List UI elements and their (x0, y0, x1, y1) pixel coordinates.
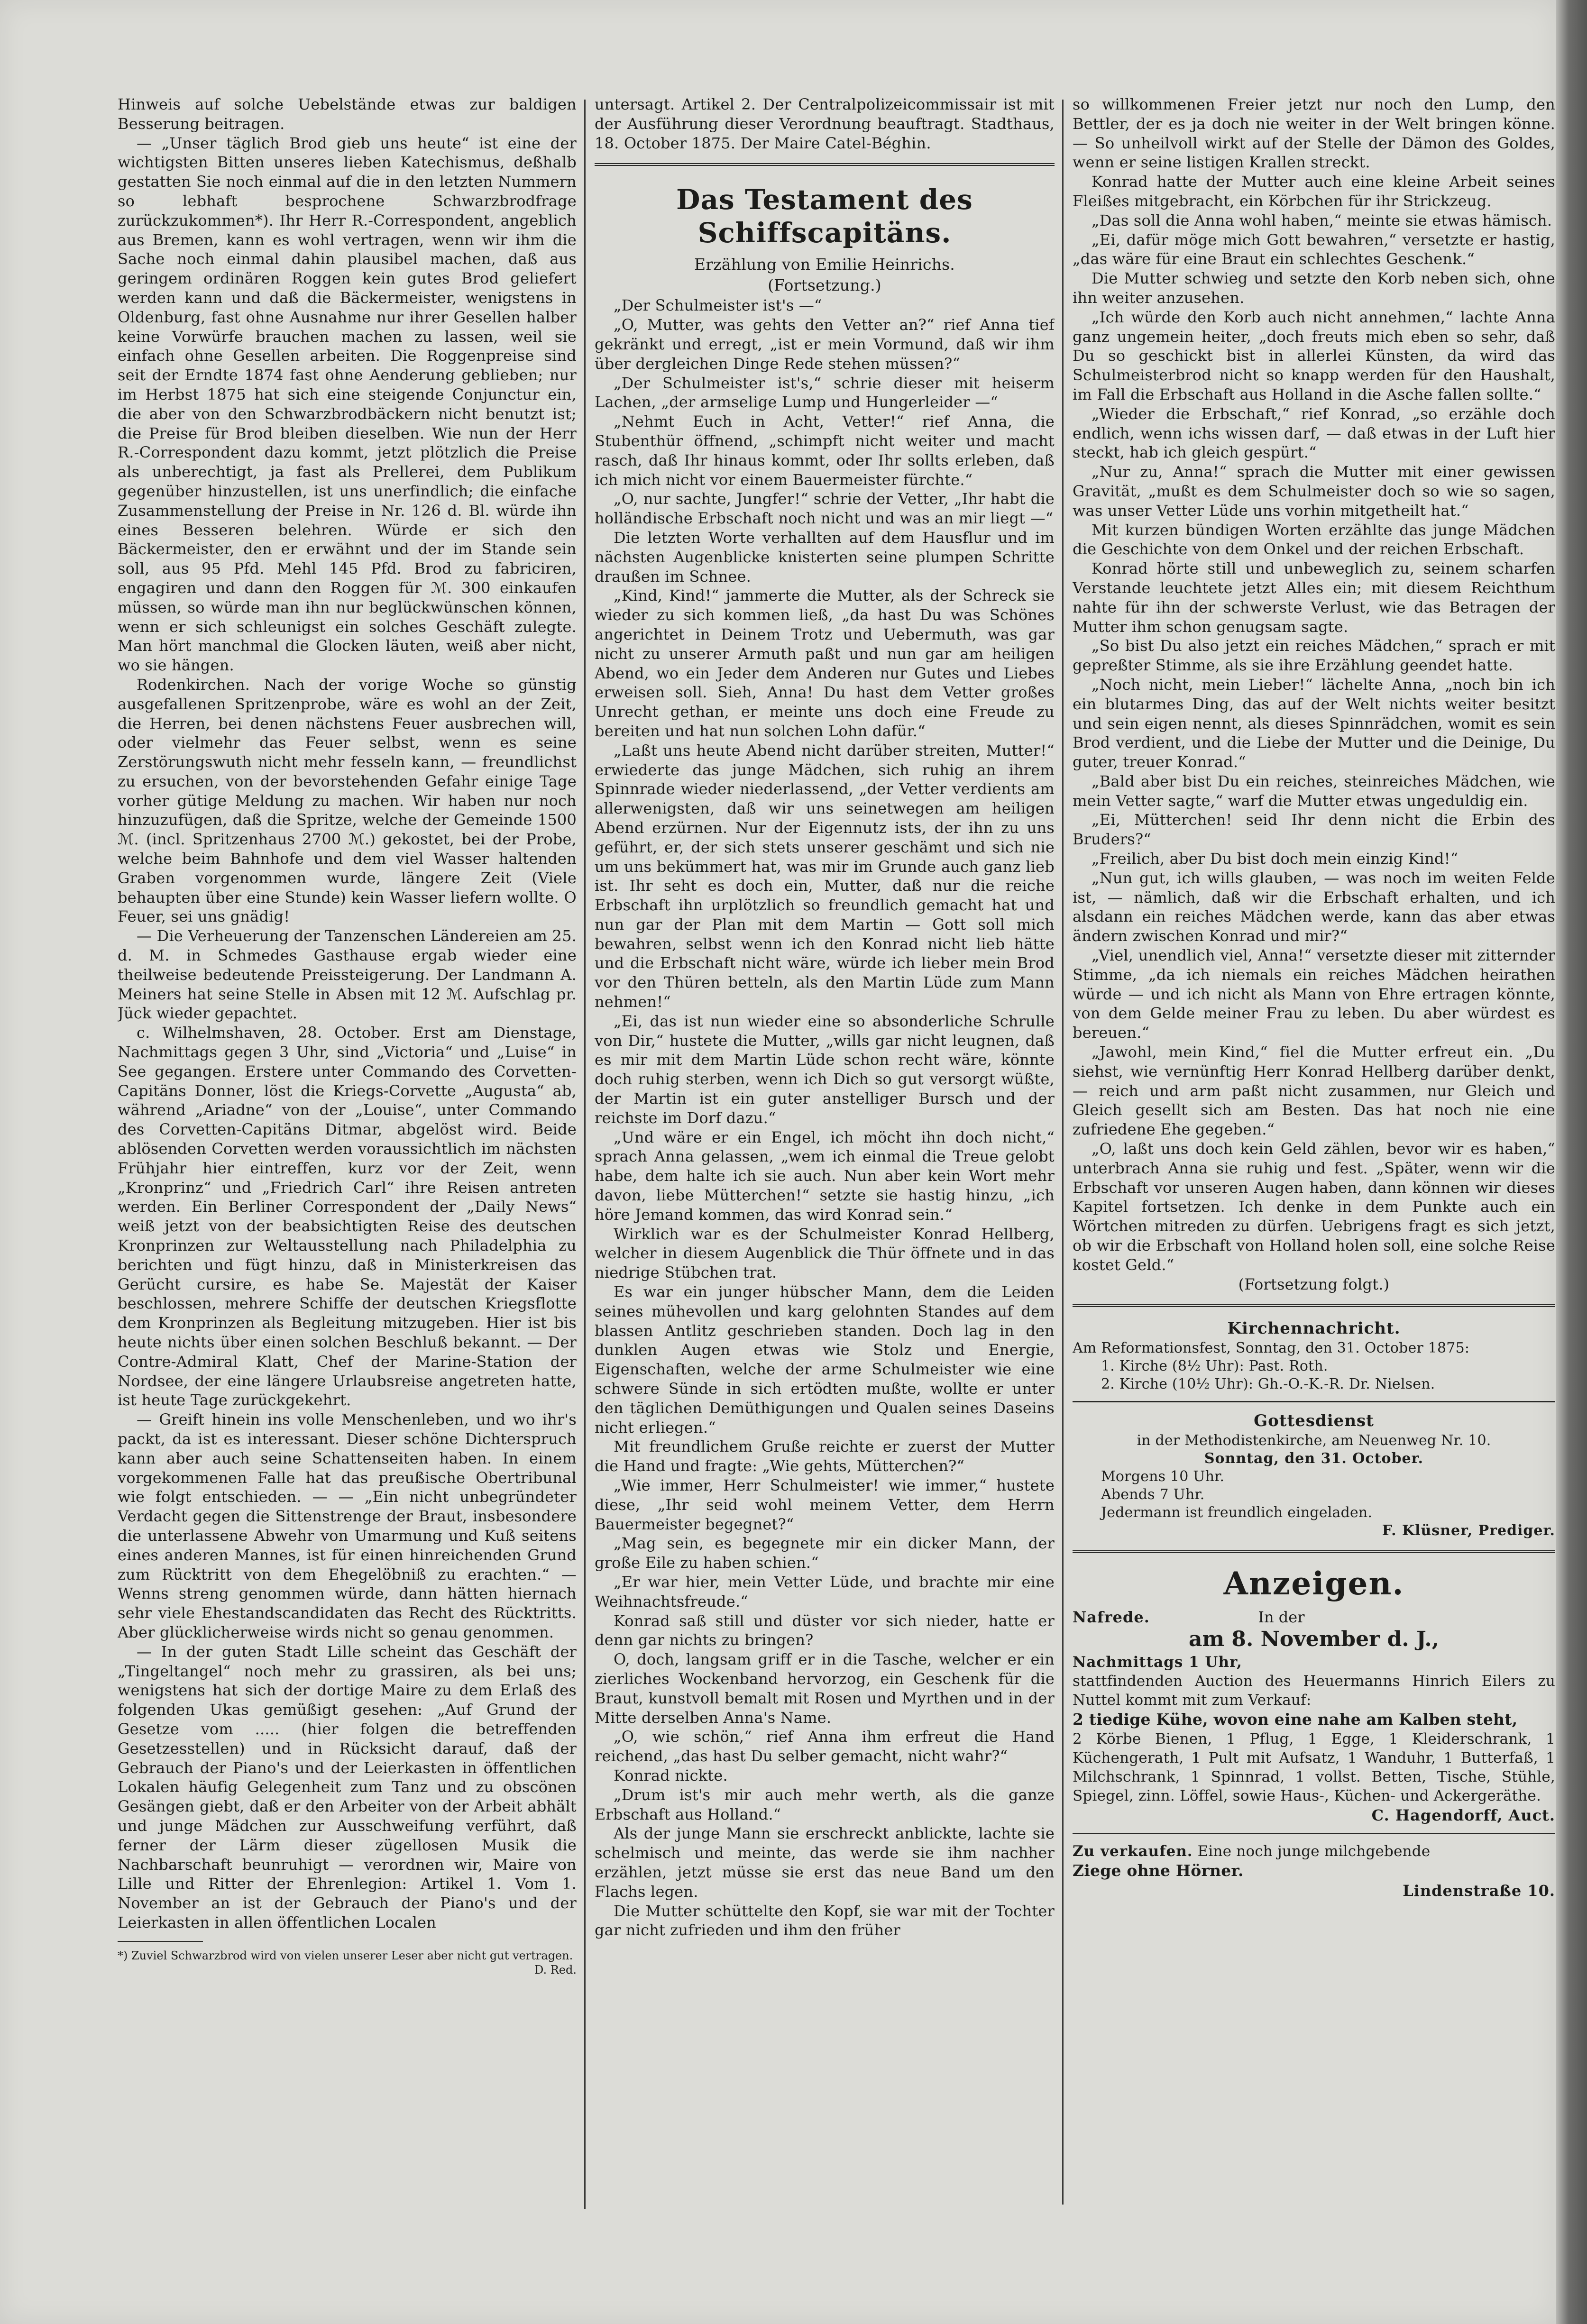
column-divider (584, 100, 586, 2209)
story-paragraph: „Mag sein, es begegnete mir ein dicker Mann, der große Eile zu haben schien.“ (595, 1534, 1055, 1572)
story-paragraph: so willkommenen Freier jetzt nur noch den Lump, den Bettler, der es ja doch nie weiter in der Welt bringen könne. — So unheilvoll wirkt auf der Stelle der Dämon des Goldes, wenn er seine listigen Krallen streckt. (1073, 95, 1555, 172)
sale-head: Zu verkaufen. (1073, 1843, 1193, 1860)
story-paragraph: Konrad nickte. (614, 1766, 728, 1784)
section-rule (1073, 1304, 1555, 1307)
ordinance-end: untersagt. Artikel 2. Der Centralpolizeicommissair ist mit der Ausführung dieser Verordnung beauftragt. Stadthaus, 18. October 1875. Der Maire Catel-Béghin. (595, 95, 1055, 152)
service-notice (1073, 1410, 1555, 1540)
sale-text: Eine noch junge milchgebende (1197, 1843, 1431, 1860)
sale-line (1073, 1842, 1555, 1861)
story-paragraph: O, doch, langsam griff er in die Tasche, welcher er ein zierliches Wockenband hervorzog, ein Geschenk für die Braut, kunstvoll bemalt mit Rosen und Myrthen und in der Mitte derselben Anna's Name. (595, 1650, 1055, 1727)
service-evening: Abends 7 Uhr. (1101, 1486, 1205, 1503)
auction-ad (1073, 1608, 1555, 1825)
story-paragraph: Konrad hörte still und unbeweglich zu, seinem scharfen Verstande leuchtete jetzt Alles ein; mit diesem Reichthum nahte für ihn der schwerste Verlust, wie das Betragen der Mutter ihm schon genugsam sagte. (1073, 559, 1555, 636)
article-verheuerung: — Die Verheuerung der Tanzenschen Ländereien am 25. d. M. in Schmedes Gasthause ergab wieder eine theilweise bedeutende Preissteigerung. Der Landmann A. Meiners hat seine Stelle in Absen mit 12 ℳ. Aufschlag pr. Jück wieder gepachtet. (118, 927, 577, 1023)
story-author: Erzählung von Emilie Heinrichs. (694, 255, 955, 274)
section-rule (595, 163, 1055, 166)
column-divider (1062, 100, 1064, 2205)
story-paragraph: „O, nur sachte, Jungfer!“ schrie der Vetter, „Ihr habt die holländische Erbschaft noch nicht und was an mir liegt —“ (595, 490, 1055, 528)
service-sign: F. Klüsner, Prediger. (1382, 1522, 1555, 1539)
footnote-text: *) Zuviel Schwarzbrod wird von vielen unserer Leser aber nicht gut vertragen. (118, 1949, 573, 1962)
story-paragraph: Mit kurzen bündigen Worten erzählte das junge Mädchen die Geschichte von dem Onkel und der reichen Erbschaft. (1073, 521, 1555, 558)
column-1 (118, 95, 577, 2228)
church-title: Kirchennachricht. (1227, 1319, 1401, 1338)
story-paragraph: „Und wäre er ein Engel, ich möcht ihn doch nicht,“ sprach Anna gelassen, „wem ich einmal die Treue gelobt habe, dem halte ich sie auch. Nun aber kein Wort mehr davon, liebe Mütterchen!“ setzte sie hastig hinzu, „ich höre Jemand kommen, das wird Konrad sein.“ (595, 1128, 1055, 1224)
section-rule (1073, 1833, 1555, 1834)
auction-date: am 8. November d. J., (1188, 1627, 1440, 1652)
article-wilhelmshaven: c. Wilhelmshaven, 28. October. Erst am Dienstage, Nachmittags gegen 3 Uhr, sind „Victoria“ und „Luise“ in See gegangen. Erstere unter Commando des Corvetten-Capitäns Donner, löst die Kriegs-Corvette „Augusta“ ab, während „Ariadne“ von der „Louise“, unter Commando des Corvetten-Capitäns Ditmar, abgelöst wird. Beide ablösenden Corvetten werden voraussichtlich im nächsten Frühjahr hier eintreffen, kurz vor der Zeit, wenn „Kronprinz“ und „Friedrich Carl“ ihre Reisen antreten werden. Ein Berliner Correspondent der „Daily News“ weiß jetzt von der beabsichtigten Reise des deutschen Kronprinzen zur Weltausstellung nach Philadelphia zu berichten und fügt hinzu, daß in Ministerkreisen das Gerücht cursire, es habe Se. Majestät der Kaiser beschlossen, mehrere Schiffe der deutschen Kriegsflotte dem Kronprinzen als Begleitung mitzugeben. Hier ist bis heute nichts über einen solchen Beschluß bekannt. — Der Contre-Admiral Klatt, Chef der Marine-Station der Nordsee, der eine längere Urlaubsreise angetreten hatte, ist heute Tage zurückgekehrt. (118, 1024, 577, 1409)
sale-bold: Ziege ohne Hörner. (1073, 1861, 1244, 1880)
article-schwarzbrod: — „Unser täglich Brod gieb uns heute“ ist eine der wichtigsten Bitten unseres lieben Katechismus, deßhalb gestatten Sie noch einmal auf die in den letzten Nummern so lebhaft besprochene Schwarzbrodfrage zurückzukommen*). Ihr Herr R.-Correspondent, angeblich aus Bremen, kann es wohl vertragen, wenn wir ihm die Sache noch einmal dahin plausibel machen, daß aus geringem ordinären Roggen kein gutes Brod geliefert werden kann und daß die Bäckermeister, wenigstens in Oldenburg, fast ohne Ausnahme nur ihrer Gesellen halber keine Vorwürfe brauchen machen zu lassen, weil sie einfach ohne Gesellen arbeiten. Die Roggenpreise sind seit der Erndte 1874 fast ohne Aenderung geblieben; nur im Herbst 1875 hat sich eine steigende Conjunctur ein, die aber von den Schwarzbrodbäckern nicht benutzt ist; die Preise für Brod bleiben dieselben. Wie nun der Herr R.-Correspondent dazu kommt, jetzt plötzlich die Preise als unberechtigt, ja fast als Prellerei, dem Publikum gegenüber hinzustellen, ist uns unerfindlich; die einfache Zusammenstellung der Preise in Nr. 126 d. Bl. würde ihn eines Besseren belehren. Würde er sich den Bäckermeister, den er erwähnt und der im Stande sein soll, aus 95 Pfd. Mehl 145 Pfd. Brod zu fabriciren, engagiren und dann den Roggen für ℳ. 300 einkaufen müssen, so würde man ihn nur beglückwünschen können, wenn er sich schleunigst ein solches Geschäft zulegte. Man hört manchmal die Glocken läuten, weiß aber nicht, wo sie hängen. (118, 134, 577, 675)
story-paragraph: „Viel, unendlich viel, Anna!“ versetzte dieser mit zitternder Stimme, „da ich niemals ein reiches Mädchen heirathen würde — und ich nicht als Mann von Ehre ertragen könnte, von dem Gelde meiner Frau zu leben. Du aber würdest es bereuen.“ (1073, 946, 1555, 1042)
sale-ad (1073, 1842, 1555, 1901)
story-continuation: (Fortsetzung.) (768, 276, 881, 295)
story-paragraph: Als der junge Mann sie erschreckt anblickte, lachte sie schelmisch und meinte, das werde sie ihm nachher erzählen, jetzt müsse sie erst das neue Band um den Flachs legen. (595, 1824, 1055, 1901)
story-paragraph: „Das soll die Anna wohl haben,“ meinte sie etwas hämisch. (1092, 211, 1552, 229)
story-paragraph: Es war ein junger hübscher Mann, dem die Leiden seines mühevollen und karg gelohnten Standes auf dem blassen Antlitz geschrieben standen. Doch lag in den dunklen Augen etwas wie Stolz und Energie, Eigenschaften, welche der arme Schulmeister wie eine schwere Sünde in sich ertödten mußte, wollte er unter den täglichen Demüthigungen und Qualen seines Daseins nicht erliegen.“ (595, 1283, 1055, 1436)
story-paragraph: „Kind, Kind!“ jammerte die Mutter, als der Schreck sie wieder zu sich kommen ließ, „da hast Du was Schönes angerichtet in Deinem Trotz und Uebermuth, was gar nicht zu unserer Armuth paßt und nun gar am heiligen Abend, wo ein Jeder dem Anderen nur Gutes und Liebes erweisen soll. Sieh, Anna! Du hast dem Vetter großes Unrecht gethan, er meinte uns doch eine Freude zu bereiten und hat nun solchen Lohn dafür.“ (595, 586, 1055, 740)
footnote (118, 1949, 577, 1976)
auction-body-bold: 2 tiedige Kühe, wovon eine nahe am Kalben steht, (1073, 1710, 1518, 1729)
article-greift-hinein: — Greift hinein ins volle Menschenleben, und wo ihr's packt, da ist es interessant. Dieser schöne Dichterspruch kann aber auch seine Schattenseiten haben. In einem vorgekommenen Falle hat das preußische Obertribunal wie folgt entschieden. — — „Ein nicht unbegründeter Verdacht gegen die Sittenstrenge der Braut, insbesondere die unterlassene Abwehr von Umarmung und Kuß seitens eines anderen Mannes, ist für einen hinreichenden Grund zum Rücktritt von dem Ehegelöbniß zu erachten.“ — Wenns streng genommen würde, dann hätten hiernach sehr viele Ehestandscandidaten das Recht des Rücktritts. Aber glücklicherweise wirds nicht so genau genommen. (118, 1410, 577, 1641)
column-3 (1073, 95, 1555, 2219)
auction-header (1073, 1608, 1555, 1626)
story-paragraph: „So bist Du also jetzt ein reiches Mädchen,“ sprach er mit gepreßter Stimme, als sie ihre Erzählung geendet hatte. (1073, 637, 1555, 675)
story-paragraph: „Laßt uns heute Abend nicht darüber streiten, Mutter!“ erwiederte das junge Mädchen, sich ruhig an ihrem Spinnrade wieder niederlassend, „der Vetter verdients am allerwenigsten, daß wir uns seinetwegen am heiligen Abend erzürnen. Nur der Eigennutz ists, der ihn zu uns geführt, er, der sich stets unserer geschämt und sich nie um uns bekümmert hat, was mir im Grunde auch ganz lieb ist. Ihr seht es doch ein, Mutter, daß nur die reiche Erbschaft ihn urplötzlich so freundlich gemacht hat und nun gar der Plan mit dem Martin — Gott soll mich bewahren, selbst wenn ich den Konrad nicht lieb hätte und die Erbschaft nicht wäre, würde ich lieber mein Brod vor den Thüren betteln, als den Martin Lüde zum Mann nehmen!“ (595, 741, 1055, 1011)
story-paragraph: „Freilich, aber Du bist doch mein einzig Kind!“ (1092, 850, 1459, 868)
story-paragraph: Konrad hatte der Mutter auch eine kleine Arbeit seines Fleißes mitgebracht, ein Körbchen für ihr Strickzeug. (1073, 173, 1555, 210)
story-paragraph: „Jawohl, mein Kind,“ fiel die Mutter erfreut ein. „Du siehst, wie vernünftig Herr Konrad Hellberg darüber denkt, — reich und arm paßt nicht zusammen, nur Gleich und Gleich gesellt sich am Besten. Das hat noch nie eine zufriedene Ehe gegeben.“ (1073, 1043, 1555, 1139)
story-paragraph: „O, wie schön,“ rief Anna ihm erfreut die Hand reichend, „das hast Du selber gemacht, nicht wahr?“ (595, 1728, 1055, 1766)
sale-street: Lindenstraße 10. (1403, 1882, 1555, 1900)
service-title: Gottesdienst (1254, 1411, 1374, 1431)
service-when: Sonntag, den 31. October. (1204, 1450, 1424, 1467)
footnote-rule (118, 1941, 203, 1942)
section-rule (1073, 1401, 1555, 1402)
service-morning: Morgens 10 Uhr. (1101, 1468, 1225, 1485)
service-invite: Jedermann ist freundlich eingeladen. (1101, 1504, 1373, 1521)
auction-auctioneer: C. Hagendorff, Auct. (1371, 1806, 1555, 1825)
story-paragraph: Konrad saß still und düster vor sich nieder, hatte er denn gar nichts zu bringen? (595, 1611, 1055, 1649)
story-paragraph: Die letzten Worte verhallten auf dem Hausflur und im nächsten Augenblicke knisterten seine plumpen Schritte draußen im Schnee. (595, 528, 1055, 586)
story-paragraph: „O, Mutter, was gehts den Vetter an?“ rief Anna tief gekränkt und erregt, „ist er mein Vormund, daß wir ihm über dergleichen Dinge Rede stehen müssen?“ (595, 316, 1055, 373)
story-paragraph: „Nehmt Euch in Acht, Vetter!“ rief Anna, die Stubenthür öffnend, „schimpft nicht weiter und macht rasch, daß Ihr hinaus kommt, oder Ihr sollts erleben, daß ich mich nicht vor einem Bauermeister fürchte.“ (595, 412, 1055, 489)
auction-time: Nachmittags 1 Uhr, (1073, 1654, 1242, 1671)
service-where: in der Methodistenkirche, am Neuenweg Nr. 10. (1137, 1432, 1491, 1449)
auction-place: Nafrede. (1073, 1608, 1150, 1627)
church-line-2: 2. Kirche (10½ Uhr): Gh.-O.-K.-R. Dr. Nielsen. (1101, 1376, 1435, 1393)
story-paragraph: „Wie immer, Herr Schulmeister! wie immer,“ hustete diese, „Ihr seid wohl meinem Vetter, dem Herrn Bauermeister begegnet?“ (595, 1476, 1055, 1533)
article-rodenkirchen: Rodenkirchen. Nach der vorige Woche so günstig ausgefallenen Spritzenprobe, wäre es wohl an der Zeit, die Herren, bei denen nächstens Feuer ausbrechen will, oder vielmehr das Feuer selbst, wenn es seine Zerstörungswuth nicht mehr fesseln kann, — freundlichst zu ersuchen, von der bevorstehenden Gefahr einige Tage vorher gütige Meldung zu machen. Wir haben nur noch hinzuzufügen, daß die Spritze, welche der Gemeinde 1500 ℳ. (incl. Spritzenhaus 2700 ℳ.) gekostet, bei der Probe, welche beim Bahnhofe und dem viel Wasser haltenden Graben vorgenommen wurde, längere Zeit (Viele behaupten über eine Stunde) kein Wasser liefern wollte. O Feuer, sei uns gnädig! (118, 675, 577, 926)
auction-in-der: In der (1258, 1608, 1305, 1627)
ads-title: Anzeigen. (1223, 1565, 1404, 1602)
story-title: Das Testament des Schiffscapitäns. (676, 183, 973, 249)
story-paragraph: „Drum ist's mir auch mehr werth, als die ganze Erbschaft aus Holland.“ (595, 1785, 1055, 1823)
story-paragraph: „Ei, das ist nun wieder eine so absonderliche Schrulle von Dir,“ hustete die Mutter, „wills gar nicht leugnen, daß es mir mit dem Martin Lüde schon recht wäre, könnte doch ruhig sterben, wenn ich Dich so gut versorgt wüßte, der Martin ist ein guter anstelliger Bursch und der reichste im Dorf dazu.“ (595, 1012, 1055, 1127)
church-intro: Am Reformationsfest, Sonntag, den 31. October 1875: (1073, 1340, 1470, 1357)
article-paragraph: Hinweis auf solche Uebelstände etwas zur baldigen Besserung beitragen. (118, 95, 577, 133)
story-paragraph: „Ich würde den Korb auch nicht annehmen,“ lachte Anna ganz ungemein heiter, „doch freuts mich eben so sehr, daß Du so geschickt bist in allerlei Künsten, da wird das Schulmeisterbrod nicht so knapp werden für den Haushalt, im Fall die Erbschaft aus Holland in die Asche fallen sollte.“ (1073, 308, 1555, 403)
story-paragraph: „Wieder die Erbschaft,“ rief Konrad, „so erzähle doch endlich, wenn ichs wissen darf, — daß etwas in der Luft hier steckt, hab ich gleich gespürt.“ (1073, 404, 1555, 462)
church-line-1: 1. Kirche (8½ Uhr): Past. Roth. (1101, 1358, 1328, 1375)
story-paragraph: „Noch nicht, mein Lieber!“ lächelte Anna, „noch bin ich ein blutarmes Ding, das auf der Welt nichts weiter besitzt und sein eigen nennt, als dieses Spinnrädchen, womit es sein Brod verdient, und die Liebe der Mutter und die Deinige, Du guter, treuer Konrad.“ (1073, 675, 1555, 771)
story-paragraph: Mit freundlichem Gruße reichte er zuerst der Mutter die Hand und fragte: „Wie gehts, Mütterchen?“ (595, 1437, 1055, 1475)
section-rule (1073, 1550, 1555, 1553)
church-notice (1073, 1318, 1555, 1393)
story-paragraph: „Ei, Mütterchen! seid Ihr denn nicht die Erbin des Bruders?“ (1073, 811, 1555, 849)
story-paragraph: Wirklich war es der Schulmeister Konrad Hellberg, welcher in diesem Augenblick die Thür öffnete und in das niedrige Stübchen trat. (595, 1225, 1055, 1282)
auction-body-1: stattfindenden Auction des Heuermanns Hinrich Eilers zu Nuttel kommt mit zum Verkauf: (1073, 1673, 1555, 1709)
story-paragraph: „Bald aber bist Du ein reiches, steinreiches Mädchen, wie mein Vetter sagte,“ warf die Mutter etwas ungeduldig ein. (1073, 772, 1555, 810)
auction-body-2: 2 Körbe Bienen, 1 Pflug, 1 Egge, 1 Kleiderschrank, 1 Küchengerath, 1 Pult mit Aufsatz, 1 Wanduhr, 1 Butterfaß, 1 Milchschrank, 1 Spinnrad, 1 vollst. Betten, Tische, Stühle, Spiegel, zinn. Löffel, sowie Haus-, Küchen- und Ackergeräthe. (1073, 1730, 1555, 1805)
story-paragraph: „O, laßt uns doch kein Geld zählen, bevor wir es haben,“ unterbrach Anna sie ruhig und fest. „Später, wenn wir die Erbschaft vor unseren Augen haben, dann können wir dieses Kapitel fortsetzen. Ich denke in dem Punkte auch ein Wörtchen mitreden zu dürfen. Uebrigens fragt es sich jetzt, ob wir die Erbschaft von Holland holen soll, eine solche Reise kostet Geld.“ (1073, 1140, 1555, 1274)
story-paragraph: Die Mutter schüttelte den Kopf, sie war mit der Tochter gar nicht zufrieden und ihm den früher (595, 1902, 1055, 1940)
column-2 (595, 95, 1055, 2190)
footnote-sign: D. Red. (534, 1963, 577, 1976)
article-tingeltangel: — In der guten Stadt Lille scheint das Geschäft der „Tingeltangel“ noch mehr zu grassiren, als bei uns; wenigstens hat sich der dortige Maire zu dem Erlaß des folgenden Ukas gemüßigt gesehen: „Auf Grund der Gesetze vom ..... (hier folgen die betreffenden Gesetzesstellen) und in Rücksicht darauf, daß der Gebrauch der Piano's und der Leierkasten in öffentlichen Lokalen häufig Gelegenheit zum Tanz und zu obscönen Gesängen giebt, daß er den Arbeiter von der Arbeit abhält und junge Mädchen zur Ausschweifung verführt, daß ferner der Lärm dieser zügellosen Musik die Nachbarschaft beunruhigt — verordnen wir, Maire von Lille und Ritter der Ehrenlegion: Artikel 1. Vom 1. November an ist der Gebrauch der Piano's und der Leierkasten in allen öffentlichen Localen (118, 1642, 577, 1931)
page-edge (1556, 0, 1587, 2324)
story-paragraph: „Nun gut, ich wills glauben, — was noch im weiten Felde ist, — nämlich, daß wir die Erbschaft erhalten, und ich alsdann ein reiches Mädchen werde, kann das aber etwas ändern zwischen Konrad und mir?“ (1073, 869, 1555, 945)
continuation-note: (Fortsetzung folgt.) (1238, 1275, 1390, 1293)
story-paragraph: „Der Schulmeister ist's —“ (614, 296, 822, 315)
story-paragraph: „Ei, dafür möge mich Gott bewahren,“ versetzte er hastig, „das wäre für eine Braut ein schlechtes Geschenk.“ (1073, 230, 1555, 268)
story-paragraph: Die Mutter schwieg und setzte den Korb neben sich, ohne ihn weiter anzusehen. (1073, 269, 1555, 307)
story-paragraph: „Nur zu, Anna!“ sprach die Mutter mit einer gewissen Gravität, „mußt es dem Schulmeister doch so wie so sagen, was unser Vetter Lüde uns vorhin mitgetheilt hat.“ (1073, 463, 1555, 520)
story-paragraph: „Der Schulmeister ist's,“ schrie dieser mit heiserm Lachen, „der armselige Lump und Hungerleider —“ (595, 374, 1055, 412)
story-paragraph: „Er war hier, mein Vetter Lüde, und brachte mir eine Weihnachtsfreude.“ (595, 1573, 1055, 1610)
